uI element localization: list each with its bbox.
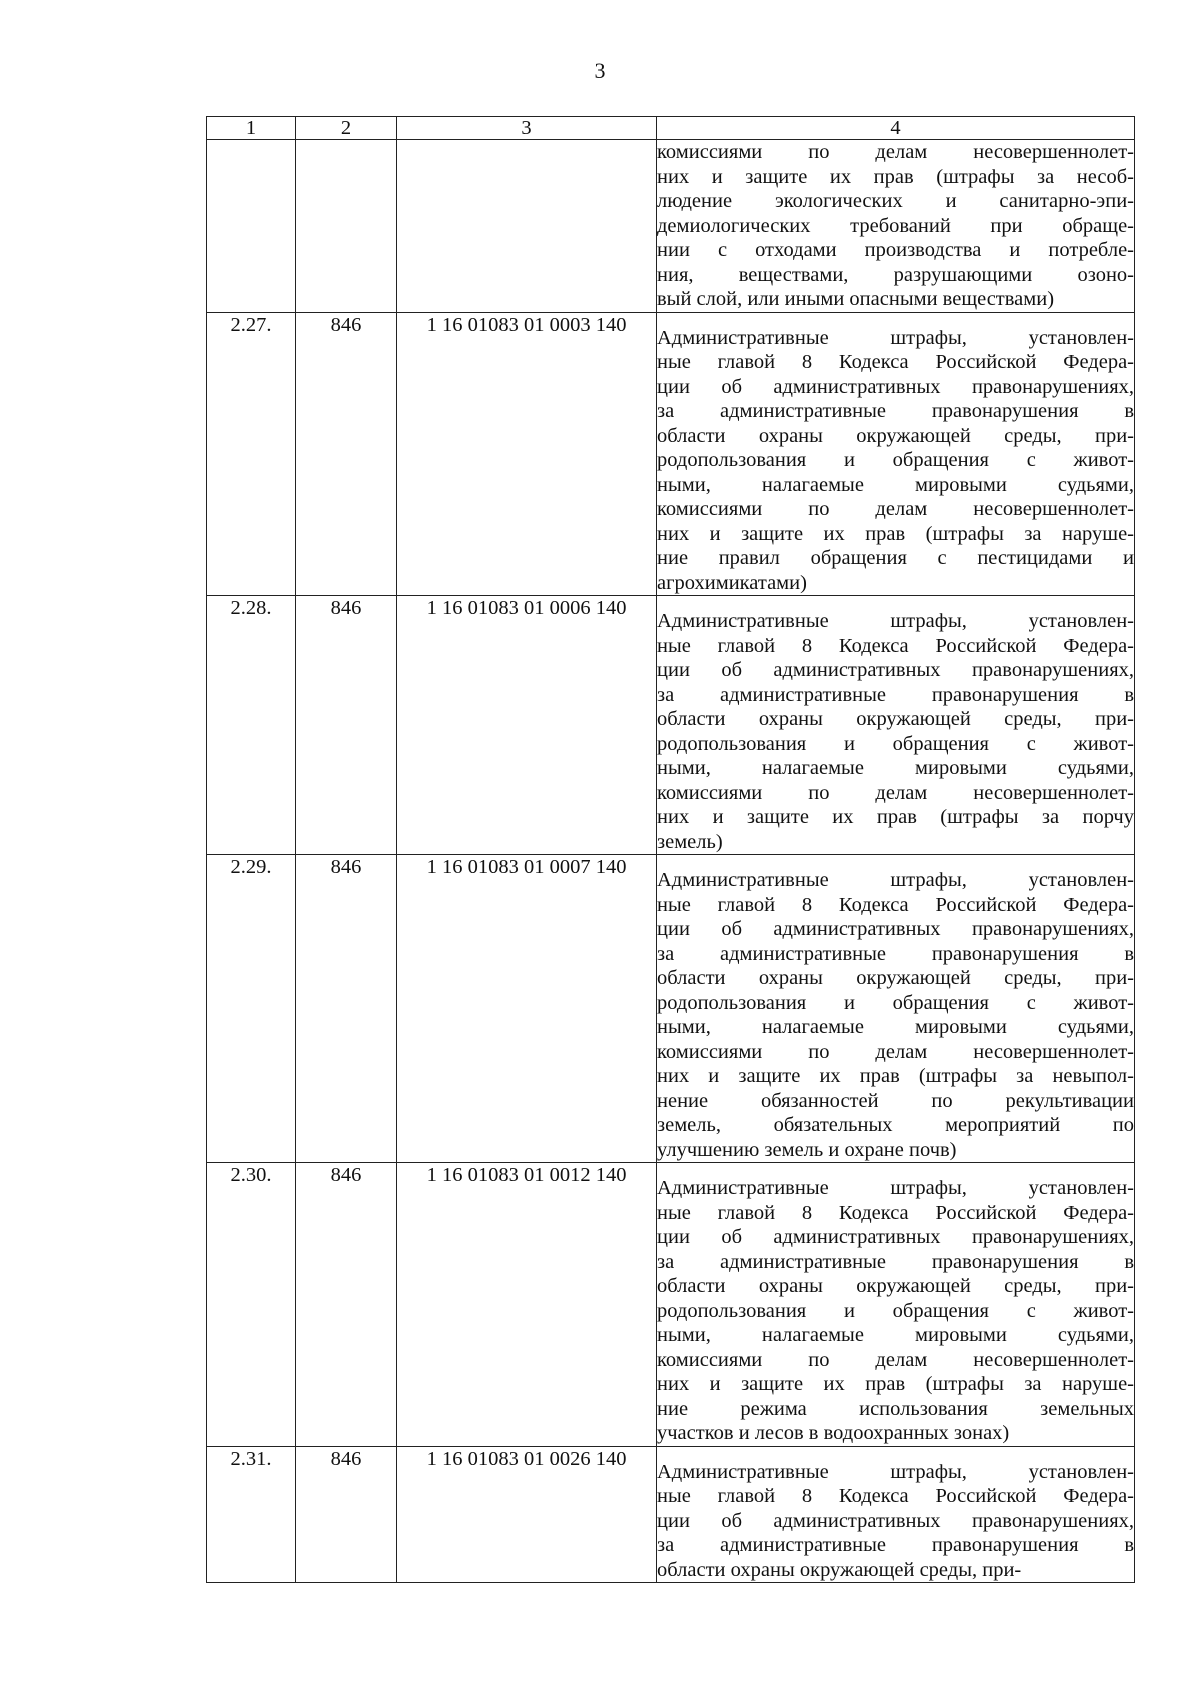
- table-row-continuation: [207, 140, 1135, 313]
- description-cell: [657, 1446, 1135, 1583]
- budget-code-cell: 1 16 01083 01 0012 140: [397, 1163, 657, 1447]
- description-cell: [657, 855, 1135, 1163]
- column-header-3: 3: [397, 117, 657, 140]
- budget-code-cell: 1 16 01083 01 0003 140: [397, 312, 657, 596]
- description-line: Административные штрафы, установлен-: [657, 869, 1134, 891]
- description-line: родопользования и обращения с живот-: [657, 449, 1134, 471]
- row-number-cell: 2.30.: [207, 1163, 296, 1447]
- admin-code-cell: [296, 140, 397, 313]
- description-line: комиссиями по делам несовершеннолет-: [657, 141, 1134, 163]
- description-line: улучшению земель и охране почв): [657, 1138, 957, 1161]
- column-header-4: 4: [657, 117, 1135, 140]
- admin-code-cell: 846: [296, 1446, 397, 1583]
- description-line: ные главой 8 Кодекса Российской Федера-: [657, 893, 1134, 916]
- table-body: [207, 140, 1135, 1583]
- row-number-cell: 2.27.: [207, 312, 296, 596]
- column-header-2: 2: [296, 117, 397, 140]
- row-number-cell: 2.28.: [207, 596, 296, 855]
- description-line: комиссиями по делам несовершеннолет-: [657, 498, 1134, 520]
- description-line: области охраны окружающей среды, при-: [657, 1558, 1022, 1581]
- description-line: области охраны окружающей среды, при-: [657, 424, 1134, 447]
- description-line: за административные правонарушения в: [657, 942, 1134, 965]
- table-row: [207, 1446, 1135, 1583]
- budget-code-cell: [397, 140, 657, 313]
- description-line: ние правил обращения с пестицидами и: [657, 547, 1134, 569]
- description-cell: [657, 312, 1135, 596]
- description-line: ные главой 8 Кодекса Российской Федера-: [657, 634, 1134, 657]
- description-line: Административные штрафы, установлен-: [657, 1460, 1134, 1483]
- description-line: за административные правонарушения в: [657, 683, 1134, 706]
- page-number: 3: [594, 58, 606, 83]
- description-line: ными, налагаемые мировыми судьями,: [657, 1324, 1134, 1346]
- description-line: земель, обязательных мероприятий по: [657, 1114, 1134, 1136]
- description-line: области охраны окружающей среды, при-: [657, 1275, 1134, 1297]
- budget-codes-table: [206, 116, 1135, 1583]
- description-line: нение обязанностей по рекультивации: [657, 1089, 1134, 1112]
- description-line: ными, налагаемые мировыми судьями,: [657, 1016, 1134, 1038]
- description-line: вый слой, или иными опасными веществами): [657, 288, 1055, 310]
- admin-code-cell: 846: [296, 312, 397, 596]
- row-number-cell: [207, 140, 296, 313]
- table-row: [207, 596, 1135, 855]
- description-line: ции об административных правонарушениях,: [657, 375, 1134, 398]
- description-line: родопользования и обращения с живот-: [657, 732, 1134, 755]
- description-line: них и защите их прав (штрафы за наруше-: [657, 522, 1134, 545]
- table-row: [207, 855, 1135, 1163]
- description-line: за административные правонарушения в: [657, 1250, 1134, 1273]
- column-header-1: 1: [207, 117, 296, 140]
- description-line: ние режима использования земельных: [657, 1397, 1134, 1420]
- description-line: ции об административных правонарушениях,: [657, 1509, 1134, 1532]
- description-line: людение экологических и санитарно-эпи-: [657, 190, 1134, 212]
- description-line: нии с отходами производства и потребле-: [657, 239, 1134, 261]
- description-line: ными, налагаемые мировыми судьями,: [657, 473, 1134, 496]
- description-line: ции об административных правонарушениях,: [657, 1226, 1134, 1248]
- table-header-row: [207, 117, 1135, 140]
- description-line: родопользования и обращения с живот-: [657, 991, 1134, 1014]
- description-line: участков и лесов в водоохранных зонах): [657, 1422, 1010, 1444]
- description-line: ными, налагаемые мировыми судьями,: [657, 757, 1134, 779]
- description-line: них и защите их прав (штрафы за несоб-: [657, 165, 1134, 188]
- description-line: ные главой 8 Кодекса Российской Федера-: [657, 351, 1134, 373]
- description-line: Административные штрафы, установлен-: [657, 326, 1134, 349]
- description-line: ции об административных правонарушениях,: [657, 918, 1134, 940]
- description-line: земель): [657, 830, 723, 853]
- description-line: них и защите их прав (штрафы за невыпол-: [657, 1065, 1134, 1087]
- description-line: них и защите их прав (штрафы за наруше-: [657, 1373, 1134, 1395]
- table-row: [207, 312, 1135, 596]
- description-line: за административные правонарушения в: [657, 400, 1134, 422]
- description-line: ные главой 8 Кодекса Российской Федера-: [657, 1485, 1134, 1507]
- admin-code-cell: 846: [296, 1163, 397, 1447]
- description-line: ции об административных правонарушениях,: [657, 659, 1134, 681]
- description-cell: [657, 140, 1135, 313]
- budget-code-cell: 1 16 01083 01 0006 140: [397, 596, 657, 855]
- description-cell: [657, 596, 1135, 855]
- description-line: родопользования и обращения с живот-: [657, 1299, 1134, 1322]
- description-line: демиологических требований при обраще-: [657, 214, 1134, 237]
- description-line: ные главой 8 Кодекса Российской Федера-: [657, 1201, 1134, 1224]
- description-line: агрохимикатами): [657, 571, 807, 594]
- description-line: области охраны окружающей среды, при-: [657, 708, 1134, 730]
- description-line: них и защите их прав (штрафы за порчу: [657, 806, 1134, 828]
- admin-code-cell: 846: [296, 596, 397, 855]
- row-number-cell: 2.29.: [207, 855, 296, 1163]
- description-line: комиссиями по делам несовершеннолет-: [657, 1348, 1134, 1371]
- admin-code-cell: 846: [296, 855, 397, 1163]
- row-number-cell: 2.31.: [207, 1446, 296, 1583]
- budget-code-cell: 1 16 01083 01 0026 140: [397, 1446, 657, 1583]
- description-line: комиссиями по делам несовершеннолет-: [657, 781, 1134, 804]
- description-line: Административные штрафы, установлен-: [657, 1177, 1134, 1199]
- budget-code-cell: 1 16 01083 01 0007 140: [397, 855, 657, 1163]
- description-line: за административные правонарушения в: [657, 1534, 1134, 1556]
- description-line: области охраны окружающей среды, при-: [657, 967, 1134, 989]
- description-cell: [657, 1163, 1135, 1447]
- description-line: ния, веществами, разрушающими озоно-: [657, 263, 1134, 286]
- description-line: комиссиями по делам несовершеннолет-: [657, 1040, 1134, 1063]
- table-row: [207, 1163, 1135, 1447]
- description-line: Административные штрафы, установлен-: [657, 610, 1134, 632]
